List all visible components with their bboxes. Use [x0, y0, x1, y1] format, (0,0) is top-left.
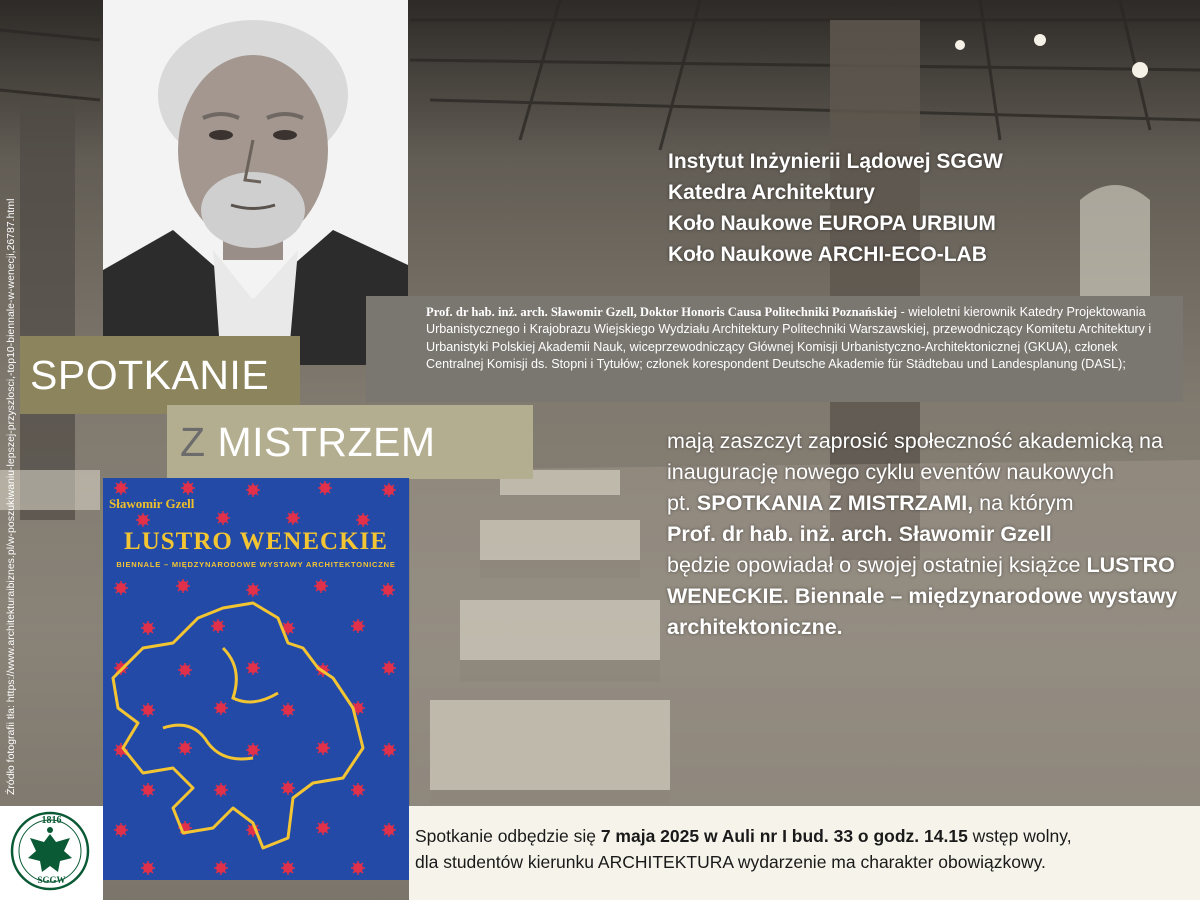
title-spotkanie — [20, 336, 300, 414]
invite-p3 — [667, 519, 1187, 550]
invite-book-title: LUSTRO WENECKIE. Biennale – międzynarodowe wystawy architektoniczne. — [667, 553, 1178, 639]
logo-name: SGGW — [37, 875, 66, 885]
organizer-line: Katedra Architektury — [668, 181, 875, 204]
invite-p2 — [667, 488, 1187, 519]
footer-l1-pre: Spotkanie odbędzie się — [415, 826, 601, 846]
organizers-list — [668, 146, 1168, 270]
invite-p1: mają zaszczyt zaprosić społeczność akademicką na inaugurację nowego cyklu eventów naukowych — [667, 429, 1163, 484]
invite-speaker: Prof. dr hab. inż. arch. Sławomir Gzell — [667, 522, 1052, 546]
bio-text: - wieloletni kierownik Katedry Projektowania Urbanistycznego i Krajobrazu Wiejskiego Wydziału Architektury Politechniki Warszawskiej, przewodniczący Komitetu Architektury i Urbanistyki Polskiej Akademii Nauk, wiceprzewodniczący Głównej Komisji Urbanistyczno-Architektonicznej (GKUA), członek Centralnej Komisji ds. Stopni i Tytułów; członek korespondent Deutsche Akademie für Städtebau und Landesplanung (DASL); — [426, 305, 1152, 371]
organizer-line: Instytut Inżynierii Lądowej SGGW — [668, 150, 1003, 173]
book-cover — [103, 478, 409, 880]
book-subtitle: BIENNALE – MIĘDZYNARODOWE WYSTAWY ARCHITEKTONICZNE — [116, 560, 396, 569]
event-date-place: 7 maja 2025 w Auli nr I bud. 33 o godz. 14.15 — [600, 826, 968, 846]
bio-name: Prof. dr hab. inż. arch. Sławomir Gzell, Doktor Honoris Causa Politechniki Poznańskiej — [426, 305, 898, 319]
book-author: Sławomir Gzell — [103, 496, 194, 512]
title-line2: MISTRZEM — [205, 419, 436, 465]
invite-series-name: SPOTKANIA Z MISTRZAMI, — [696, 491, 974, 515]
invite-p2-post: na którym — [973, 491, 1074, 515]
book-title: LUSTRO WENECKIE — [124, 528, 388, 555]
footer-l1-post: wstęp wolny, — [967, 826, 1072, 846]
footer-line2: dla studentów kierunku ARCHITEKTURA wydarzenie ma charakter obowiązkowy. — [415, 852, 1046, 872]
title-line1: SPOTKANIE — [30, 352, 270, 398]
invite-p2-pre: pt. — [667, 491, 697, 515]
footer-line1 — [415, 823, 1200, 849]
portrait-photo — [103, 0, 408, 365]
photo-credit — [2, 775, 22, 795]
title-z: Z — [180, 419, 206, 465]
event-details — [409, 806, 1200, 900]
invite-p4-pre: będzie opowiadał o swojej ostatniej książce — [667, 553, 1087, 577]
bio-box — [366, 296, 1183, 402]
sggw-logo — [0, 806, 103, 900]
invitation-text — [667, 426, 1187, 643]
organizer-line: Koło Naukowe EUROPA URBIUM — [668, 212, 996, 235]
portrait-illustration — [103, 0, 408, 365]
organizer-line: Koło Naukowe ARCHI-ECO-LAB — [668, 243, 987, 266]
title-z-mistrzem — [167, 405, 533, 479]
invite-p4 — [667, 550, 1187, 643]
logo-year: 1816 — [41, 815, 62, 826]
